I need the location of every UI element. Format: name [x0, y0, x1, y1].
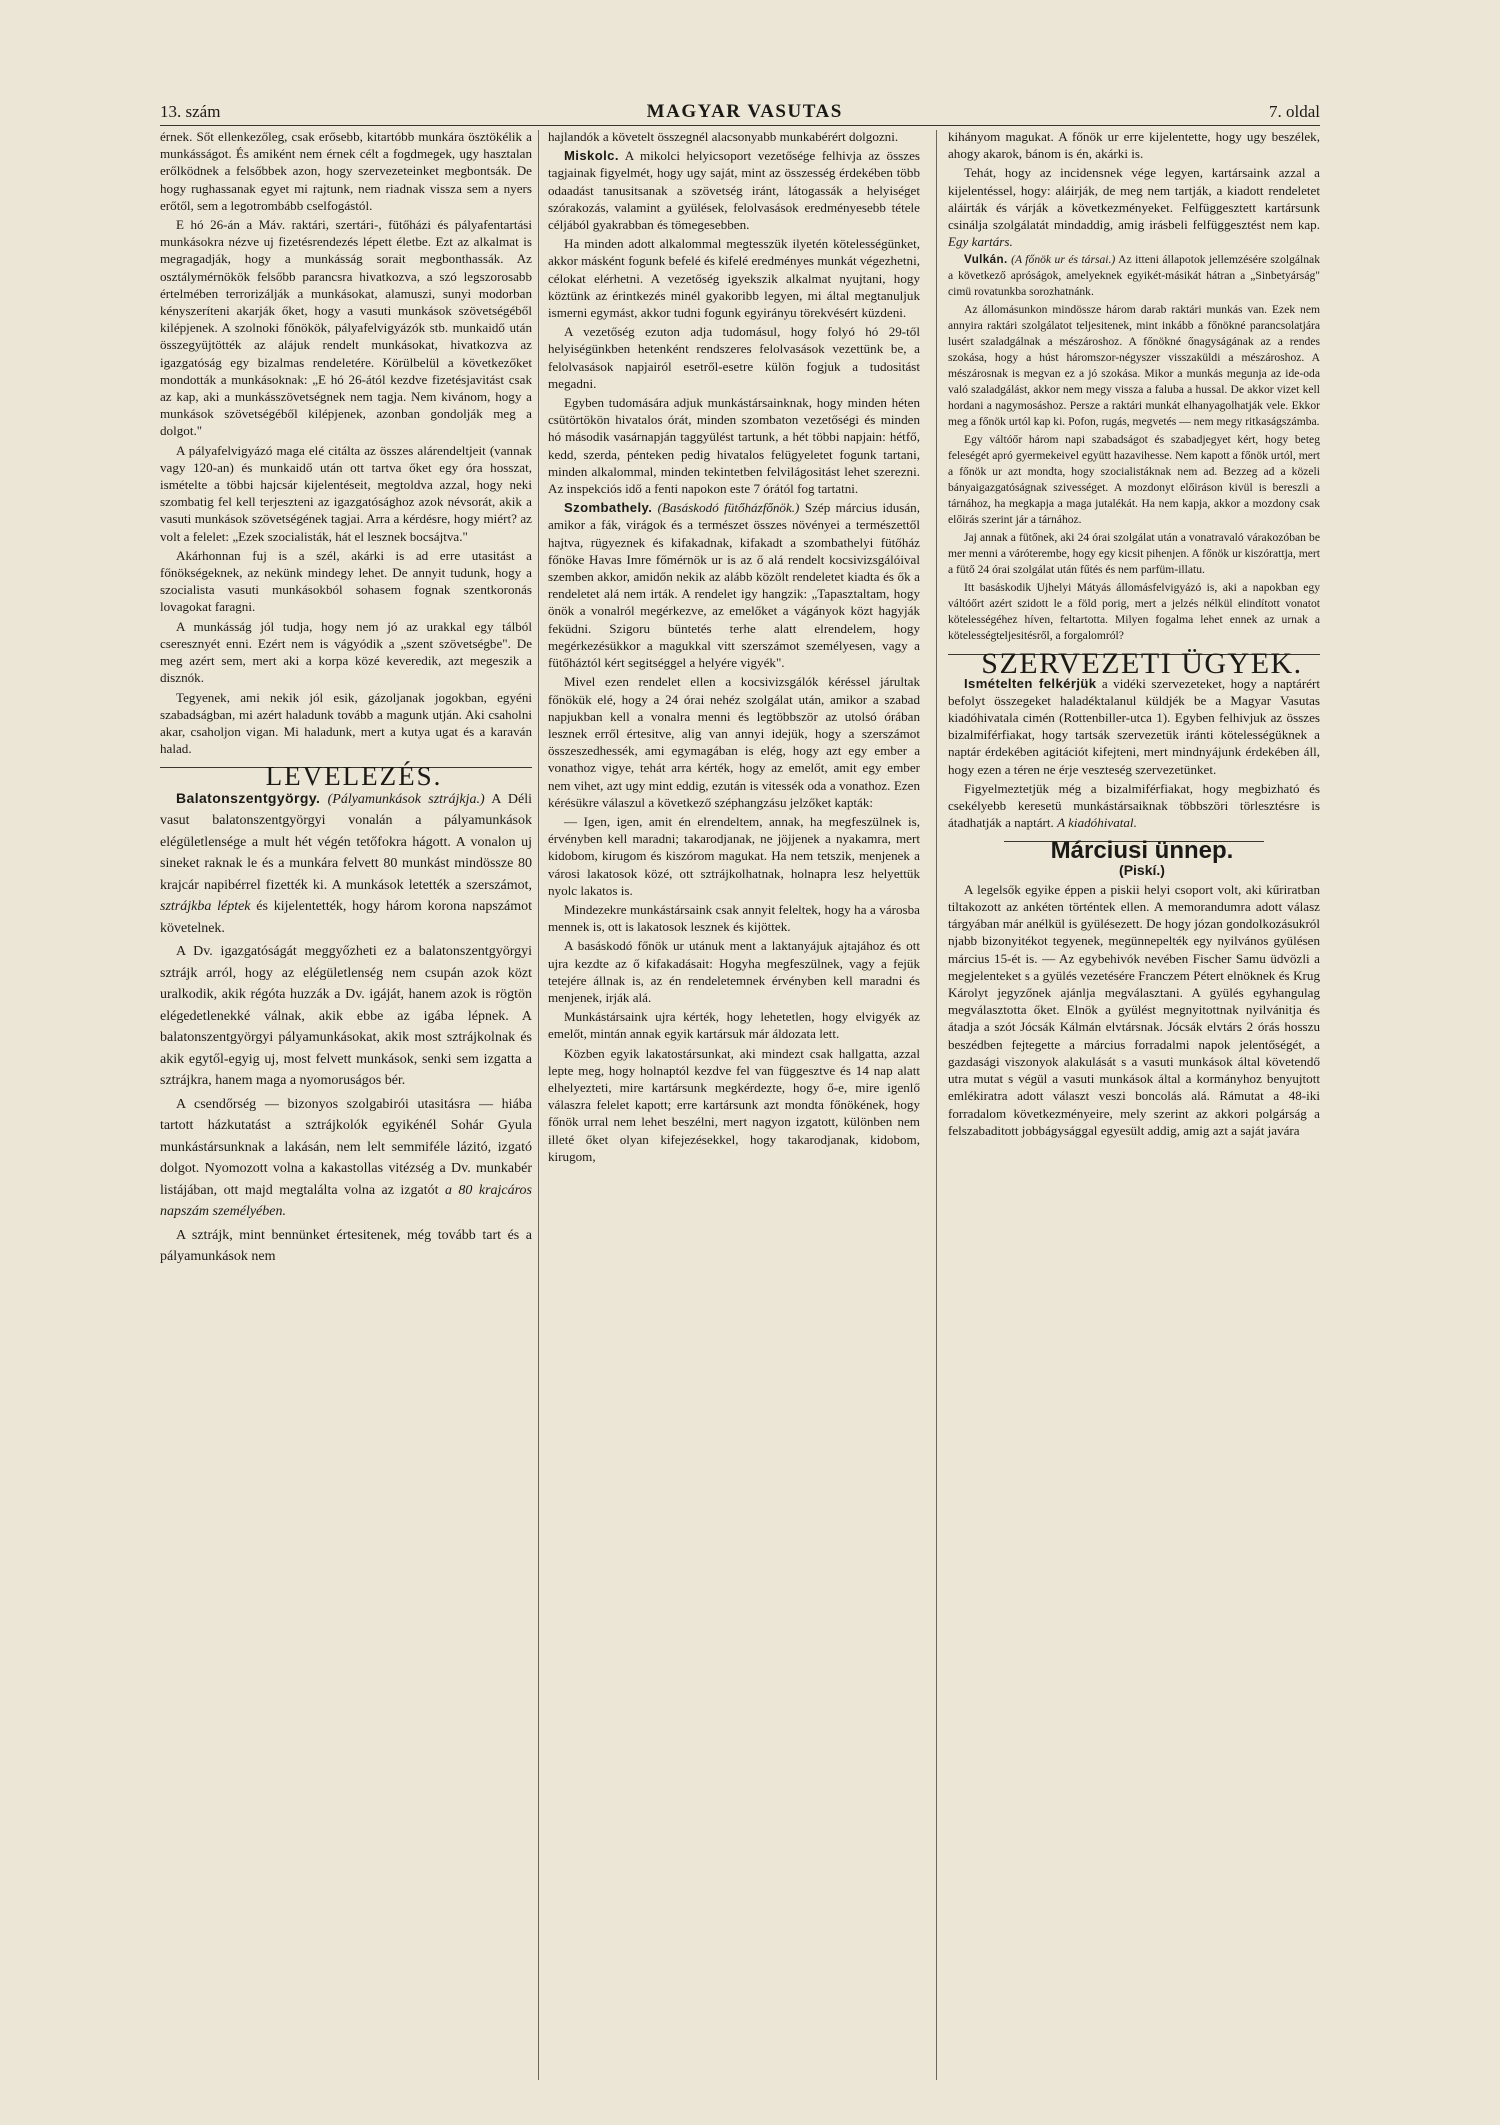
section-title-levelezes: LEVELEZÉS. — [265, 761, 443, 792]
article-paragraph: A pályafelvigyázó maga elé citálta az összes alárendeltjeit (vannak vagy 120-an) és munkaidő után ott tartva őket egy óra hosszat, ismételte a többi hajcsár kijelentéseit, megtoldva azzal, hogy neki szombatig fel kell terjeszteni az igazgatósághoz azok névsorát, akik a vasuti munkások szövetségének tagjai. Arra a kérdésre, hogy miért? az volt a felelet: „Ezek szocialisták, hát el lesznek bocsájtva." — [160, 442, 532, 544]
column-2 — [548, 128, 920, 2078]
article-paragraph: Munkástársaink ujra kérték, hogy lehetetlen, hogy elvigyék az emelőt, mintán annak egyik kartársuk már áldozata lett. — [548, 1009, 920, 1042]
article-paragraph: Az állomásunkon mindössze három darab raktári munkás van. Ezek nem annyira raktári szolgálatot teljesitenek, mint inkább a főnökné parancsolatjára lusért szaladgálnak a mészároshoz. A főnökné őnagyságának az a rendes szokása, hogy a húst háromszor-négyszer visszaküldi a mészároshoz. A mészárosnak is megvan ez a jó szokása. Mikor a munkás megunja az ide-oda való szaladgálást, akkor nem megy vissza a faluba a hussal. De akkor vizet kell hordani a nagymosáshoz. Persze a raktári munkát elhanyagolhatják vele. Ekkor meg a főnök urtól kap ki. Pofon, rugás, megvetés — nem megy ritkaságszámba. — [948, 303, 1320, 429]
article-text: Tehát, hogy az incidensnek vége legyen, kartársaink azzal a kijelentéssel, hogy: aláirják, de meg nem tartják, a kiadott rendeletet aláirták és várják a következményeket. Felfüggesztett kartársunk csinálja szolgálatát mindaddig, amig irásbeli felfüggesztést nem kap. — [948, 165, 1320, 233]
balatonszentgyorgy-article — [160, 788, 532, 1268]
article-paragraph: Egy váltóőr három napi szabadságot és szabadjegyet kért, hogy beteg feleségét apró gyermekeivel együtt hazavihesse. Nem kapott a főnök urtól, mert a főnök ur azt mondta, hogy szocialistáknak nem ad. Bezzeg ad a közeli bányaigazgatóságnak szivességet. A mozdonyt előiráson kivül is bereszli a tárnához, ha megkapja a maga jutalékát. Ha nem kapja, akkor a mozdony csak előirás szerint jár a tárnához. — [948, 433, 1320, 527]
article-text: Figyelmeztetjük még a bizalmiférfiakat, hogy megbizható és csekélyebb keresetü munkástársaiknak többszöri törlesztésre is átadhatják a naptárt. — [948, 780, 1320, 831]
article-paragraph: Egyben tudomására adjuk munkástársainknak, hogy minden héten csütörtökön hivatalos órát, minden szombaton vezetőségi és minden hó második vasárnapján taggyülést tartunk, a hét többi napjain: hétfő, kedd, szerda, pénteken pedig hivatalos felügyeletet fogunk tartani, minden alkalommal, minden tekintetben felvilágositást lehet szerezni. Az inspekciós idő a fenti napokon este 7 órától fog tartatni. — [548, 395, 920, 497]
article-paragraph: Közben egyik lakatostársunkat, aki mindezt csak hallgatta, azzal lepte meg, hogy holnaptól kezdve fel van függesztve és 14 nap alatt elhelyezteti, mire kartársunk megkérdezte, hogy ő-e, mire igenlő válaszra felelet kapott; erre kartársunk azt mondta főnökének, hogy főnök urral nem lehet beszélni, mert nagyon izgatott, különben nem illeté őket olyan kifejezésekkel, hogy takarodjanak, kidobom, kirugom, — [548, 1045, 920, 1164]
article-subtitle: (Basáskodó fütőházfőnök.) — [657, 500, 800, 516]
vulkan-article — [948, 252, 1320, 644]
section-title-szervezeti: SZERVEZETI ÜGYEK. — [981, 647, 1303, 681]
article-emphasis: sztrájkba léptek — [160, 899, 251, 915]
column-3 — [948, 128, 1320, 2078]
article-paragraph: A vezetőség ezuton adja tudomásul, hogy folyó hó 29-től helyiségünkben hetenként rendszeres felolvasások vezettünk be, a felolvasások napjairól esetről-esetre külön fogjuk a tudositást megadni. — [548, 324, 920, 391]
article-lead: Ismételten felkérjük — [964, 675, 1097, 691]
header-rule — [160, 125, 1320, 126]
article-signature: Egy kartárs. — [948, 234, 1013, 250]
column-1 — [160, 128, 532, 2078]
article-subtitle: (Pályamunkások sztrájkja.) — [327, 791, 485, 807]
article-paragraph: A legelsők egyike éppen a piskii helyi csoport volt, aki kűriratban tiltakozott az ankéten történtek ellen. A memorandumra adott válasz tárgyában már anélkül is gyülésezett. De hogy józan gondolkozásukról njabb bizonyitékot tegyenek, megünnepelték egy nyilvános gyülésen március 15-ét is. — Az egybehivók nevében Fischer Samu üdvözli a megjelenteket s a gyülés vezetésére Franczem Pétert elnöknek és Krug Károlyt jegyzőnek ajánlja megválasztani. A gyülés egyhangulag megválasztotta őket. Elnök a gyülést megnyitottnak nyilvánitja és átadja a szót Jócsák Kálmán elvtársnak. Jócsák elvtárs 2 órás hosszu beszédben fejtegette a március forradalmi napok jelentőségét, a gazdasági viszonyok alakulását s a vasuti munkások által követendő utra mutat s végül a vasuti munkások által a kormányhoz benyujtott emlékiratra adott választ veszi boncolás alá. Rámutat a 48-iki forradalom következményeire, mely szerint az akkori polgárság a felszabaditott jobbágysággal egyesült addig, amig azt a saját javára — [948, 881, 1320, 1138]
article-text: Szép március idusán, amikor a fák, virágok és a természet összes növényei a természettől hajtva, rügyeznek és kifakadnak, kifakadt a szombathelyi fütőház főnöke Havas Imre főmérnök ur is az ő alá rendelt kocsivizsgálóival szemben akkor, amidőn nekik az alább közölt rendeletet kiadta és ők a rendeletet alá nem irták. A rendelet igy hangzik: „Tapasztaltam, hogy önök a vonalról megérkezve, az emelőket a vágányok közt hagyják feküdni. Szigoru büntetés terhe alatt elrendelem, hogy megérkezésükkor a magukkal vitt szerszámot személyesen, vagy a fütőháztól kért segitséggel a helyére vigyék". — [548, 500, 920, 671]
article-paragraph: Ha minden adott alkalommal megtesszük ilyetén kötelességünket, akkor másként fogunk befelé és kifelé eredményes munkát végezhetni, célokat elérhetni. A vezetőség igyekszik alkalmat nyujtani, hogy köztünk az érintkezés minél gyakoribb legyen, mi által megtanuljuk ismerni egymást, akkor tudni fogunk egyirányu törekvésért küzdeni. — [548, 236, 920, 321]
article-paragraph: E hó 26-án a Máv. raktári, szertári-, fütőházi és pályafentartási munkásokra nézve uj fizetésrendezés lépett életbe. Ezt az alkalmat is megragadják, hogy a munkásság sorait megbonthassák. Az osztálymérnökök felsőbb parancsra hivatkozva, a szó legszorosabb értelmében terrorizálják a munkásokat, alamuszi, sunyi modorban kényszeríteni akarják őket, hogy a vasuti munkások szövetségéből kilépjenek. A szolnoki főnökök, pályafelvigyázók stb. munkaidő után összegyüjtötték az alájuk rendelt munkásokat, hivatkozva az igazgatóság egy bizalmas rendeletére. Körülbelül a következőket mondották a munkásoknak: „E hó 26-ától kezdve fizetésjavitást csak az kap, aki a munkásszövetségnek nem tagja. Nem kivánom, hogy a munkások szövetségéből kilépjenek, azonban gondolják meg a dolgot." — [160, 217, 532, 439]
section-title-marciusi: Márciusi ünnep. — [1050, 837, 1234, 865]
article-paragraph: A sztrájk, mint bennünket értesitenek, még tovább tart és a pályamunkások nem — [160, 1227, 532, 1265]
article-signature: A kiadóhivatal. — [1057, 815, 1137, 831]
column-divider — [538, 130, 539, 2080]
article-lead: Balatonszentgyörgy. — [176, 789, 321, 806]
article-paragraph: Mivel ezen rendelet ellen a kocsivizsgálók kéréssel járultak főnökük elé, hogy a 24 órai nehéz szolgálat után, amikor a szabad napjukban kell a vonalra menni és legtöbbször az utolsó órában lesznek erről értesitve, alig van annyi idejük, hogy a szerszámot összeszedhessék, ami egymagában is elég, hogy azt egy ember a vonathoz vigye, tehát arra kérték, hogy az emelőt, amit egy ember nem vihet, azt ugy mint eddig, ezután is vitessék oda a vonathoz. Ezen kérésükre válaszul a következő széphangzásu jelzőket kapták: — [548, 674, 920, 810]
article-emphasis: a 80 krajcáros napszám személyében. — [160, 1182, 532, 1220]
article-text: Az itteni állapotok jellemzésére szolgálnak a következő apróságok, amelyeknek egyikét-másikát hátran a „Sinbetyárság" cimü rovatunkba sorozhatnánk. — [948, 253, 1320, 299]
article-text: és kijelentették, hogy három korona napszámot követelnek. — [160, 899, 532, 936]
article-text: a vidéki szervezeteket, hogy a naptárért befolyt összegeket haladéktalanul küldjék be a Magyar Vasutas kiadóhivatala cimén (Rottenbiller-utca 1). Egyben felhivjuk az összes bizalmiférfiakat, hogy tartsák szervezetük iránti kötelességüknek a naptár érdekében agitációt kifejteni, mert mindnyájunk érdekében áll, hogy ezen a téren ne érje veszteség szervezetünket. — [948, 675, 1320, 777]
article-text: A mikolci helyicsoport vezetősége felhivja az összes tagjainak figyelmét, hogy ugy saját, mint az összesség érdekében több odaadást tanusitsanak a szövetség iránt, látogassák a helyiséget szórakozás, valamint a gyülések, felolvasások eredményesebb tétele céljából gyakrabban és tömegesebben. — [548, 148, 920, 233]
issue-number: 13. szám — [160, 102, 221, 121]
article-paragraph: A Dv. igazgatóságát meggyőzheti ez a balatonszentgyörgyi sztrájk arról, hogy az elégületlenség nem csupán azok közt uralkodik, akik régóta huzzák a Dv. igáját, hanem azok is rögtön elégedetlenekké válnak, akik ebbe az igába lépnek. A balatonszentgyörgyi pályamunkásokat, akik most sztrájkolnak és akik egytől-egyig uj, most felvett munkások, senki sem izgatta a sztrájkra, hanem maga a nyomoruságos bér. — [160, 944, 532, 1089]
article-subtitle: (A főnök ur és társai.) — [1011, 253, 1116, 267]
article-text: A csendőrség — bizonyos szolgabirói utasitásra — hiába tartott házkutatást a sztrájkolók egyikénél Sohár Gyula munkástársunknak a lakásán, nem lelt semmiféle lázitó, izgató dolgot. Nyomozott volna a kakastollas vitézség a Dv. munkabér listájában, ott majd megtalálta volna az izgatót — [160, 1096, 532, 1198]
article-paragraph: — Igen, igen, amit én elrendeltem, annak, ha megfeszülnek is, érvényben kell maradni; takarodjanak, ne jöjjenek a nyakamra, mert kidobom, kirugom és kiszórom magukat. Ha nem tetszik, menjenek a városi lakatosok közé, ott sztrájkolhatnak, holnapra lesz helyettük nyolc lakatos is. — [548, 813, 920, 898]
article-lead: Miskolc. — [564, 148, 619, 164]
article-paragraph: A basáskodó főnök ur utánuk ment a laktanyájuk ajtajához és ott ujra kezdte az ő kifakadásait: Hogyha megfeszülnek, vagy a fejük tetejére állnak is, az én rendeletemnek érvényben kell maradni és menjenek, irják alá. — [548, 938, 920, 1005]
article-paragraph: Tegyenek, ami nekik jól esik, gázoljanak jogokban, egyéni szabadságban, mi azért haladunk tovább a magunk utján. Aki csaholni akar, csaholjon vigan. Mi haladunk, mert a kutya ugat és a karaván halad. — [160, 689, 532, 757]
article-paragraph: kihányom magukat. A főnök ur erre kijelentette, hogy ugy beszélek, ahogy akarok, bánom is én, akárki is. — [948, 129, 1320, 162]
article-paragraph: Jaj annak a fütőnek, aki 24 órai szolgálat után a vonatravaló várakozóban be mer menni a váróterembe, hogy egy kicsit pihenjen. A főnök ur kiszórattja, mert a fütő 24 órai szolgálat után fűtés és nem parfüm-illatu. — [948, 531, 1320, 577]
article-lead: Szombathely. — [564, 500, 653, 516]
page-header — [160, 100, 1320, 124]
article-lead: Vulkán. — [964, 253, 1008, 267]
page-number: 7. oldal — [1269, 102, 1320, 121]
article-paragraph: A munkásság jól tudja, hogy nem jó az urakkal egy tálból cseresznyét enni. Ezért nem is vágyódik a „szent szövetségbe". De meg azért sem, mert aki a korpa közé keveredik, azt megeszik a disznók. — [160, 618, 532, 686]
section-subtitle-piski: (Piskí.) — [1119, 861, 1165, 878]
article-paragraph: Akárhonnan fuj is a szél, akárki is ad erre utasitást a főnökségeknek, az nekünk mindegy lehet. De annyit tudunk, hogy a szocialista vasuti munkásokból sohasem fognak szentkoronás lovagokat faragni. — [160, 547, 532, 615]
column-divider — [936, 130, 937, 2080]
article-paragraph: Itt basáskodik Ujhelyi Mátyás állomásfelvigyázó is, aki a napokban egy váltóőrt azért szidott le a föld porig, mert a jelzés nélkül elindított vonatot kötelességéhez híven, feltartotta. Milyen fogalma lehet ennek az urnak a kötelességteljesitésről, a forgalomról? — [948, 581, 1320, 643]
article-paragraph: Mindezekre munkástársaink csak annyit feleltek, hogy ha a városba mennek is, ott is lakatosok lesznek és kijöttek. — [548, 901, 920, 935]
article-paragraph: hajlandók a követelt összegnél alacsonyabb munkabérért dolgozni. — [548, 129, 899, 144]
article-text: A Déli vasut balatonszentgyörgyi vonalán a pályamunkások elégületlensége a mult hét végén tetőfokra hágott. A vonalon uj sineket raknak le és a munkára felvett 80 munkást mindössze 80 krajcár napibérrel fizették ki. A munkások letették a szerszámot, — [160, 791, 532, 893]
article-paragraph: érnek. Sőt ellenkezőleg, csak erősebb, kitartóbb munkára ösztökélik a munkásságot. És amiként nem érnek célt a fogdmegek, ugy hasztalan erőlködnek a felsőbbek azon, hogy szervezeteinket megbontsák. De hogy rughassanak egyet mi rajtunk, nem riadnak vissza sem a nyers erőtől, sem a legotrombább cselfogástól. — [160, 129, 532, 213]
masthead-title: MAGYAR VASUTAS — [646, 101, 843, 122]
